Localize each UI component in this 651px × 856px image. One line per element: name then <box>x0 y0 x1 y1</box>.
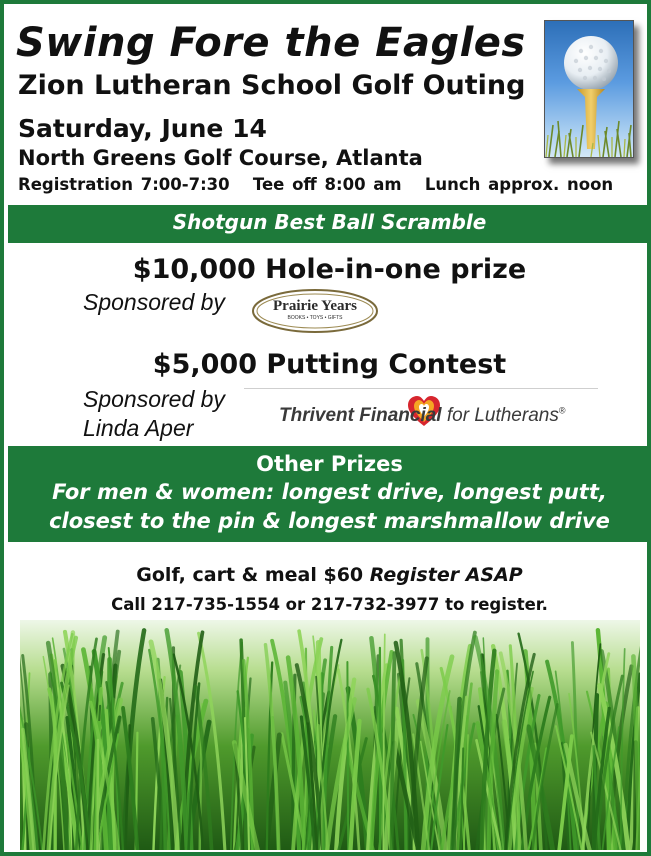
grass-blade <box>347 662 348 850</box>
event-schedule: Registration 7:00-7:30 Tee off 8:00 am Lunch approx. noon <box>18 175 614 194</box>
register-asap: Register ASAP <box>369 564 523 586</box>
thrivent-wordmark <box>279 405 565 427</box>
register-phone: Call 217-735-1554 or 217-732-3977 to register. <box>111 595 548 614</box>
prairie-logo-tagline: BOOKS • TOYS • GIFTS <box>287 315 343 321</box>
prize1-title: $10,000 Hole-in-one prize <box>132 254 527 285</box>
price-line <box>4 564 651 586</box>
grass-photo <box>20 620 640 850</box>
thrivent-divider <box>244 388 598 389</box>
other-prizes-line2: closest to the pin & longest marshmallow drive <box>49 509 610 533</box>
price-text: Golf, cart & meal $60 <box>136 564 370 586</box>
thrivent-registered-mark: ® <box>558 405 566 416</box>
flyer-subtitle: Zion Lutheran School Golf Outing <box>18 70 526 101</box>
format-banner <box>8 205 651 243</box>
format-banner-text: Shotgun Best Ball Scramble <box>172 210 487 234</box>
prize2-sponsor-label: Sponsored by <box>83 386 225 412</box>
flyer-title: Swing Fore the Eagles <box>16 20 526 66</box>
thrivent-brand: Thrivent Financial <box>279 405 442 426</box>
prize2-sponsor-name: Linda Aper <box>83 415 194 441</box>
event-date: Saturday, June 14 <box>18 114 267 143</box>
prize2-title: $5,000 Putting Contest <box>152 349 507 380</box>
golf-ball-icon <box>545 21 633 157</box>
prairie-logo-name: Prairie Years <box>273 298 357 314</box>
other-prizes-banner <box>8 446 651 542</box>
prize1-sponsor-label: Sponsored by <box>83 289 225 315</box>
other-prizes-heading: Other Prizes <box>256 452 403 476</box>
prairie-years-logo <box>251 288 379 334</box>
thrivent-suffix: for Lutherans <box>441 405 559 426</box>
other-prizes-line1: For men & women: longest drive, longest putt, <box>52 480 607 504</box>
event-venue: North Greens Golf Course, Atlanta <box>18 146 423 170</box>
golf-ball-photo <box>544 20 634 158</box>
